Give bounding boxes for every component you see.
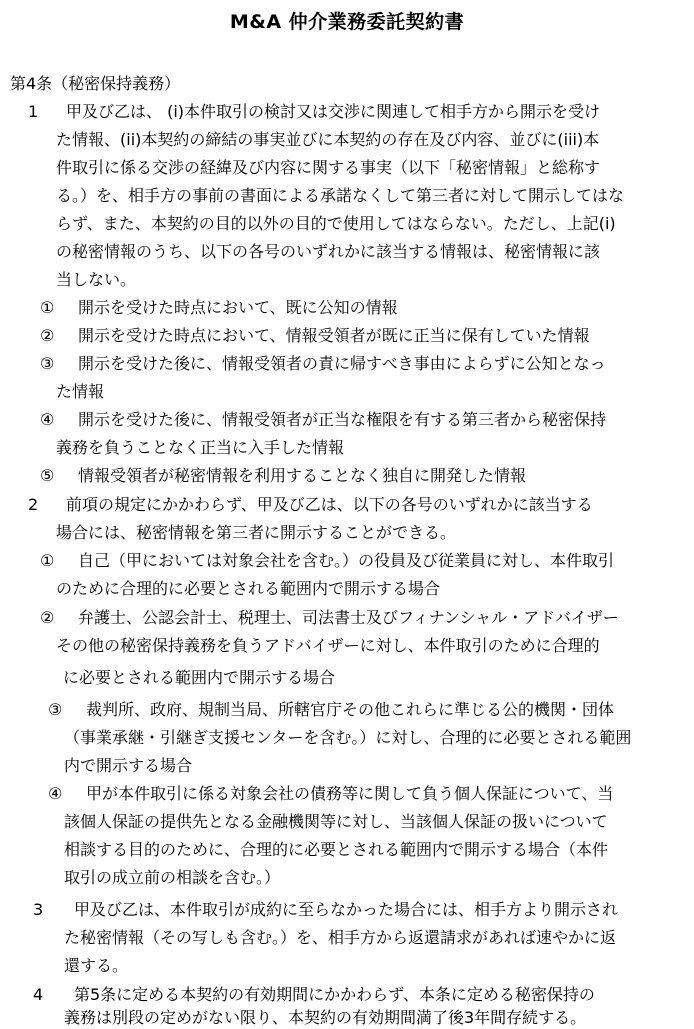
paragraph-1-line: た情報、(ii)本契約の締結の事実並びに本契約の存在及び内容、並びに(iii)本 [56,130,600,149]
item-marker: ④ [40,410,55,429]
list-item-line: 情報受領者が秘密情報を利用することなく独自に開発した情報 [78,466,527,485]
paragraph-3-line: 甲及び乙は、本件取引が成約に至らなかった場合には、相手方より開示され [74,900,619,919]
list-item-line: 内で開示する場合 [64,756,193,775]
list-item-line: 弁護士、公認会計士、税理士、司法書士及びフィナンシャル・アドバイザー [78,608,619,627]
item-marker: ⑤ [40,466,55,485]
list-item-line: その他の秘密保持義務を負うアドバイザーに対し、本件取引のために合理的 [56,636,600,655]
paragraph-2-line: 場合には、秘密情報を第三者に開示することができる。 [56,523,457,542]
paragraph-1-line: の秘密情報のうち、以下の各号のいずれかに該当する情報は、秘密情報に該 [56,242,601,261]
paragraph-2-number: 2 [28,495,39,514]
list-item-line: のために合理的に必要とされる範囲内で開示する場合 [56,579,441,598]
list-item-line: （事業承継・引継ぎ支援センターを含む。）に対し、合理的に必要とされる範囲 [64,728,632,747]
paragraph-1-line: 当しない。 [56,270,137,289]
paragraph-4-number: 4 [33,985,44,1004]
item-marker: ④ [48,784,63,803]
paragraph-1-line: らず、また、本契約の目的以外の目的で使用してはならない。ただし、上記(i) [56,214,616,233]
paragraph-4-line: 第5条に定める本契約の有効期間にかかわらず、本条に定める秘密保持の [74,985,595,1004]
item-marker: ① [40,298,55,317]
list-item-line: 甲が本件取引に係る対象会社の債務等に関して負う個人保証について、当 [86,784,614,803]
list-item-line: 該個人保証の提供先となる金融機関等に対し、当該個人保証の扱いについて [64,812,608,831]
paragraph-3-line: 還する。 [64,956,129,975]
list-item-line: に必要とされる範囲内で開示する場合 [63,668,336,687]
paragraph-1-line: 甲及び乙は、 (i)本件取引の検討又は交渉に関連して相手方から開示を受け [66,102,601,121]
paragraph-1-line: 件取引に係る交渉の経緯及び内容に関する事実（以下「秘密情報」と総称す [56,158,601,177]
paragraph-4-line: 義務は別段の定めがない限り、本契約の有効期間満了後3年間存続する。 [64,1008,587,1027]
paragraph-1-line: る。）を、相手方の事前の書面による承諾なくして第三者に対して開示してはな [56,186,625,205]
list-item-line: 開示を受けた後に、情報受領者の責に帰すべき事由によらずに公知となっ [78,354,606,373]
list-item-line: 自己（甲においては対象会社を含む。）の役員及び従業員に対し、本件取引 [78,551,615,570]
document-title: M&A 仲介業務委託契約書 [229,11,465,33]
item-marker: ① [40,551,55,570]
item-marker: ② [40,608,55,627]
paragraph-2-line: 前項の規定にかかわらず、甲及び乙は、以下の各号のいずれかに該当する [66,495,593,514]
item-marker: ② [40,326,55,345]
list-item-line: 開示を受けた後に、情報受領者が正当な権限を有する第三者から秘密保持 [78,410,607,429]
paragraph-3-number: 3 [33,900,44,919]
list-item-line: 開示を受けた時点において、情報受領者が既に正当に保有していた情報 [78,326,590,345]
article-heading: 第4条（秘密保持義務） [10,74,181,93]
list-item-line: 相談する目的のために、合理的に必要とされる範囲内で開示する場合（本件 [64,840,609,859]
item-marker: ③ [40,354,55,373]
list-item-line: 開示を受けた時点において、既に公知の情報 [78,298,398,317]
item-marker: ③ [48,700,63,719]
list-item-line: た情報 [56,382,105,401]
list-item-line: 義務を負うことなく正当に入手した情報 [56,438,345,457]
list-item-line: 取引の成立前の相談を含む。） [64,868,281,887]
list-item-line: 裁判所、政府、規制当局、所轄官庁その他これらに準じる公的機関・団体 [86,700,615,719]
paragraph-1-number: 1 [28,102,39,121]
paragraph-3-line: た秘密情報（その写しも含む。）を、相手方から返還請求があれば速やかに返 [64,928,617,947]
